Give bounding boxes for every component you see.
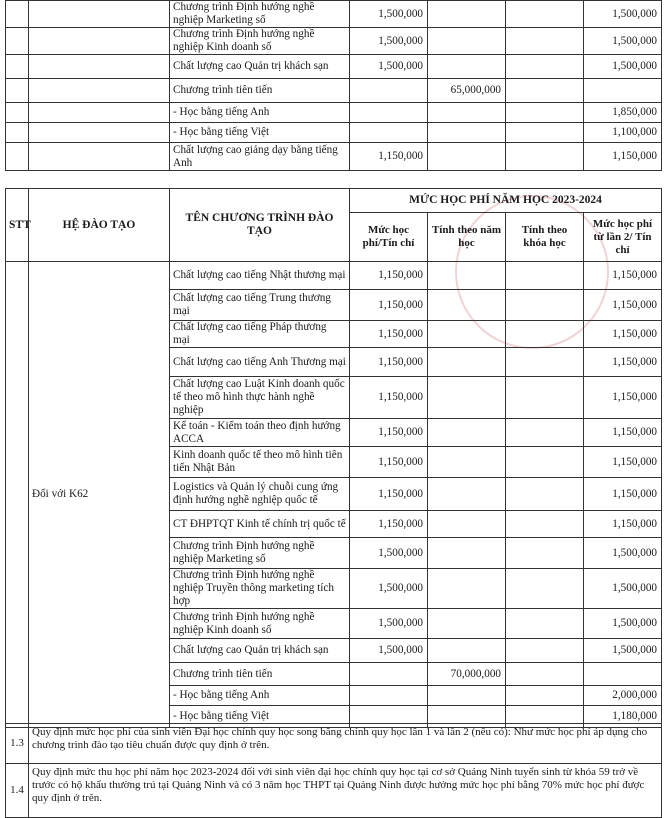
fee-per-credit: 1,500,000 [350,569,428,609]
program-name: - Học bằng tiếng Việt [170,706,350,728]
fee-per-credit [350,103,428,123]
he-dao-tao-cell [29,28,170,55]
fee-per-course [506,538,584,569]
note-index: 1.3 [6,724,29,764]
notes-table [5,723,662,818]
fee-per-course [506,348,584,377]
fee-per-course [506,321,584,348]
fee-per-credit: 1,150,000 [350,321,428,348]
program-name: Chất lượng cao tiếng Anh Thương mại [170,348,350,377]
fee-retake: 1,500,000 [584,55,662,79]
fee-per-course [506,55,584,79]
fee-retake: 1,850,000 [584,103,662,123]
fee-per-year [428,103,506,123]
fee-per-credit: 1,150,000 [350,447,428,478]
fee-retake: 1,180,000 [584,706,662,728]
fee-per-year [428,538,506,569]
fee-per-course [506,511,584,538]
fee-per-course [506,419,584,447]
fee-per-course [506,447,584,478]
program-name: - Học bằng tiếng Anh [170,103,350,123]
fee-retake: 1,500,000 [584,609,662,639]
table-row [6,143,662,171]
stt-cell [6,123,29,143]
header-stt: STT [6,189,29,262]
fee-per-credit [350,123,428,143]
fee-per-year: 70,000,000 [428,663,506,686]
program-name: Chất lượng cao tiếng Nhật thương mại [170,262,350,290]
fee-per-year [428,290,506,321]
fee-per-credit: 1,150,000 [350,290,428,321]
fee-retake [584,79,662,103]
fee-retake [584,663,662,686]
fee-per-course [506,686,584,706]
fee-per-course [506,123,584,143]
fee-retake: 1,100,000 [584,123,662,143]
fee-per-year [428,478,506,511]
fee-per-course [506,79,584,103]
fee-per-credit: 1,150,000 [350,348,428,377]
fee-per-course [506,663,584,686]
note-text: Quy định mức học phí của sinh viên Đại học chính quy học song bằng chính quy học lần 1 và lần 2 (nếu có): Như mức học phí áp dụng cho chương trình đào tạo tiêu chuẩn được quy định ở trên. [29,724,662,764]
he-dao-tao-cell [29,143,170,171]
program-name: Chất lượng cao Luật Kinh doanh quốc tế theo mô hình thực hành nghề nghiệp [170,377,350,419]
fee-per-year [428,1,506,28]
header-he-dao-tao: HỆ ĐÀO TẠO [29,189,170,262]
stt-cell [6,28,29,55]
stt-cell [6,103,29,123]
fee-table-continuation [5,0,662,171]
table-row [6,1,662,28]
fee-retake: 1,150,000 [584,478,662,511]
table-row [6,79,662,103]
he-dao-tao-cell [29,103,170,123]
stt-cell [6,143,29,171]
fee-retake: 1,150,000 [584,447,662,478]
table-row [6,55,662,79]
fee-per-year [428,262,506,290]
he-dao-tao-cell [29,55,170,79]
fee-per-credit: 1,150,000 [350,262,428,290]
fee-per-year [428,511,506,538]
fee-per-year: 65,000,000 [428,79,506,103]
fee-per-course [506,143,584,171]
fee-per-credit: 1,500,000 [350,538,428,569]
table-row [6,103,662,123]
program-name: Chương trình Định hướng nghề nghiệp Marketing số [170,538,350,569]
fee-per-course [506,609,584,639]
he-dao-tao-cell [29,1,170,28]
fee-retake: 1,150,000 [584,377,662,419]
program-name: Chất lượng cao giảng dạy bằng tiếng Anh [170,143,350,171]
fee-per-credit: 1,150,000 [350,419,428,447]
fee-table-main [5,188,662,728]
header-per-credit: Mức học phí/Tín chỉ [350,213,428,262]
fee-retake: 1,150,000 [584,143,662,171]
fee-per-credit: 1,150,000 [350,143,428,171]
program-name: Chất lượng cao Quản trị khách sạn [170,55,350,79]
fee-per-credit: 1,500,000 [350,55,428,79]
fee-per-year [428,419,506,447]
fee-per-course [506,569,584,609]
fee-per-year [428,348,506,377]
program-name: Kinh doanh quốc tế theo mô hình tiên tiến Nhật Bản [170,447,350,478]
program-name: Chất lượng cao tiếng Pháp thương mại [170,321,350,348]
fee-per-credit: 1,150,000 [350,377,428,419]
fee-retake: 1,150,000 [584,419,662,447]
fee-per-credit: 1,150,000 [350,511,428,538]
fee-per-course [506,28,584,55]
program-name: Chương trình Định hướng nghề nghiệp Marketing số [170,1,350,28]
fee-per-year [428,143,506,171]
fee-per-year [428,447,506,478]
fee-per-credit [350,686,428,706]
program-name: - Học bằng tiếng Việt [170,123,350,143]
stt-cell [6,79,29,103]
fee-per-credit: 1,500,000 [350,639,428,663]
fee-per-course [506,478,584,511]
program-name: Chương trình tiên tiến [170,79,350,103]
program-name: Chương trình Định hướng nghề nghiệp Kinh doanh số [170,609,350,639]
header-muc-hoc-phi: MỨC HỌC PHÍ NĂM HỌC 2023-2024 [350,189,662,213]
note-row [6,764,662,818]
header-per-year: Tính theo năm học [428,213,506,262]
program-name: Logistics và Quản lý chuỗi cung ứng định hướng nghề nghiệp quốc tế [170,478,350,511]
fee-retake: 1,150,000 [584,290,662,321]
fee-per-credit [350,79,428,103]
fee-per-year [428,639,506,663]
note-index: 1.4 [6,764,29,818]
fee-retake: 1,150,000 [584,321,662,348]
fee-per-year [428,55,506,79]
fee-retake: 2,000,000 [584,686,662,706]
fee-per-year [428,123,506,143]
he-dao-tao-cell [29,123,170,143]
fee-retake: 1,500,000 [584,538,662,569]
fee-retake: 1,500,000 [584,28,662,55]
fee-per-credit: 1,500,000 [350,609,428,639]
stt-cell [6,1,29,28]
header-per-course: Tính theo khóa học [506,213,584,262]
fee-per-year [428,377,506,419]
he-dao-tao-cell [29,79,170,103]
fee-retake: 1,500,000 [584,639,662,663]
table-row [6,123,662,143]
note-text: Quy định mức thu học phí năm học 2023-2024 đối với sinh viên đại học chính quy học tại cơ sở Quảng Ninh tuyển sinh từ khóa 59 trở về trước có hộ khẩu thường trú tại Quảng Ninh và có 3 năm học THPT tại Quảng Ninh được hưởng mức học phí bằng 70% mức học phí được quy định ở trên. [29,764,662,818]
fee-retake: 1,150,000 [584,262,662,290]
program-name: - Học bằng tiếng Anh [170,686,350,706]
header-retake: Mức học phí từ lần 2/ Tín chỉ [584,213,662,262]
fee-per-course [506,377,584,419]
stt-cell [6,55,29,79]
program-name: CT ĐHPTQT Kinh tế chính trị quốc tế [170,511,350,538]
header-ten-chuong-trinh: TÊN CHƯƠNG TRÌNH ĐÀO TẠO [170,189,350,262]
group-label: Đối với K62 [29,262,170,728]
fee-per-course [506,103,584,123]
fee-per-year [428,609,506,639]
stt-cell [6,262,29,728]
fee-per-course [506,639,584,663]
fee-per-credit: 1,500,000 [350,28,428,55]
fee-per-credit: 1,500,000 [350,1,428,28]
program-name: Chất lượng cao tiếng Trung thương mại [170,290,350,321]
program-name: Chương trình Định hướng nghề nghiệp Kinh doanh số [170,28,350,55]
program-name: Chất lượng cao Quản trị khách sạn [170,639,350,663]
fee-retake: 1,150,000 [584,348,662,377]
fee-per-course [506,290,584,321]
fee-per-credit [350,663,428,686]
fee-per-year [428,28,506,55]
note-row [6,724,662,764]
fee-per-course [506,262,584,290]
fee-per-year [428,569,506,609]
fee-per-course [506,1,584,28]
table-row [6,28,662,55]
program-name: Chương trình tiên tiến [170,663,350,686]
fee-per-year [428,321,506,348]
fee-retake: 1,500,000 [584,1,662,28]
program-name: Chương trình Định hướng nghề nghiệp Truyền thông marketing tích hợp [170,569,350,609]
fee-per-year [428,686,506,706]
table-row [6,262,662,290]
program-name: Kế toán - Kiểm toán theo định hướng ACCA [170,419,350,447]
fee-retake: 1,500,000 [584,569,662,609]
fee-per-credit: 1,150,000 [350,478,428,511]
fee-retake: 1,150,000 [584,511,662,538]
